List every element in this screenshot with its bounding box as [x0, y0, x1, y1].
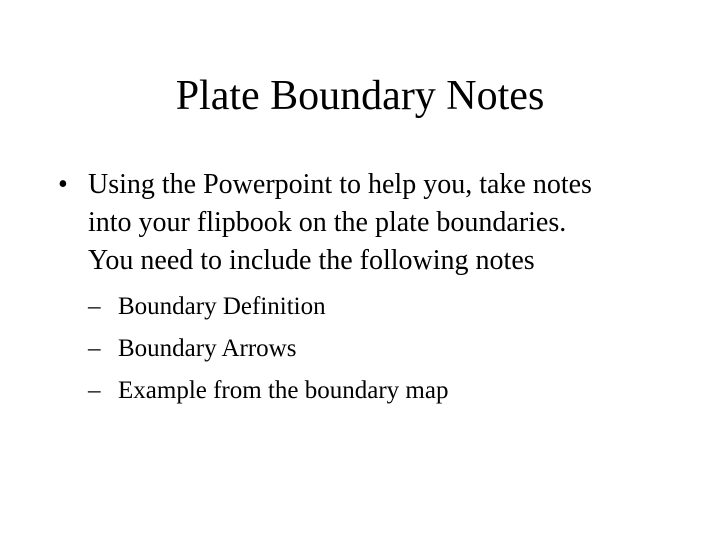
sub-bullet-definition	[88, 286, 658, 328]
sub-bullet-marker: –	[88, 293, 101, 320]
slide-title: Plate Boundary Notes	[175, 73, 545, 119]
sub-bullet-list	[58, 286, 658, 412]
sub-bullet-example	[88, 370, 658, 412]
sub-bullet-text: Boundary Definition	[118, 293, 326, 320]
bullet-marker: •	[58, 169, 68, 200]
main-bullet	[58, 166, 608, 280]
sub-bullet-text: Boundary Arrows	[118, 335, 297, 362]
sub-bullet-text: Example from the boundary map	[118, 377, 449, 404]
sub-bullet-arrows	[88, 328, 658, 370]
main-bullet-text: Using the Powerpoint to help you, take notes into your flipbook on the plate boundaries. You need to include the following notes	[88, 169, 592, 276]
slide-body	[58, 166, 658, 412]
sub-bullet-marker: –	[88, 335, 101, 362]
sub-bullet-marker: –	[88, 377, 101, 404]
